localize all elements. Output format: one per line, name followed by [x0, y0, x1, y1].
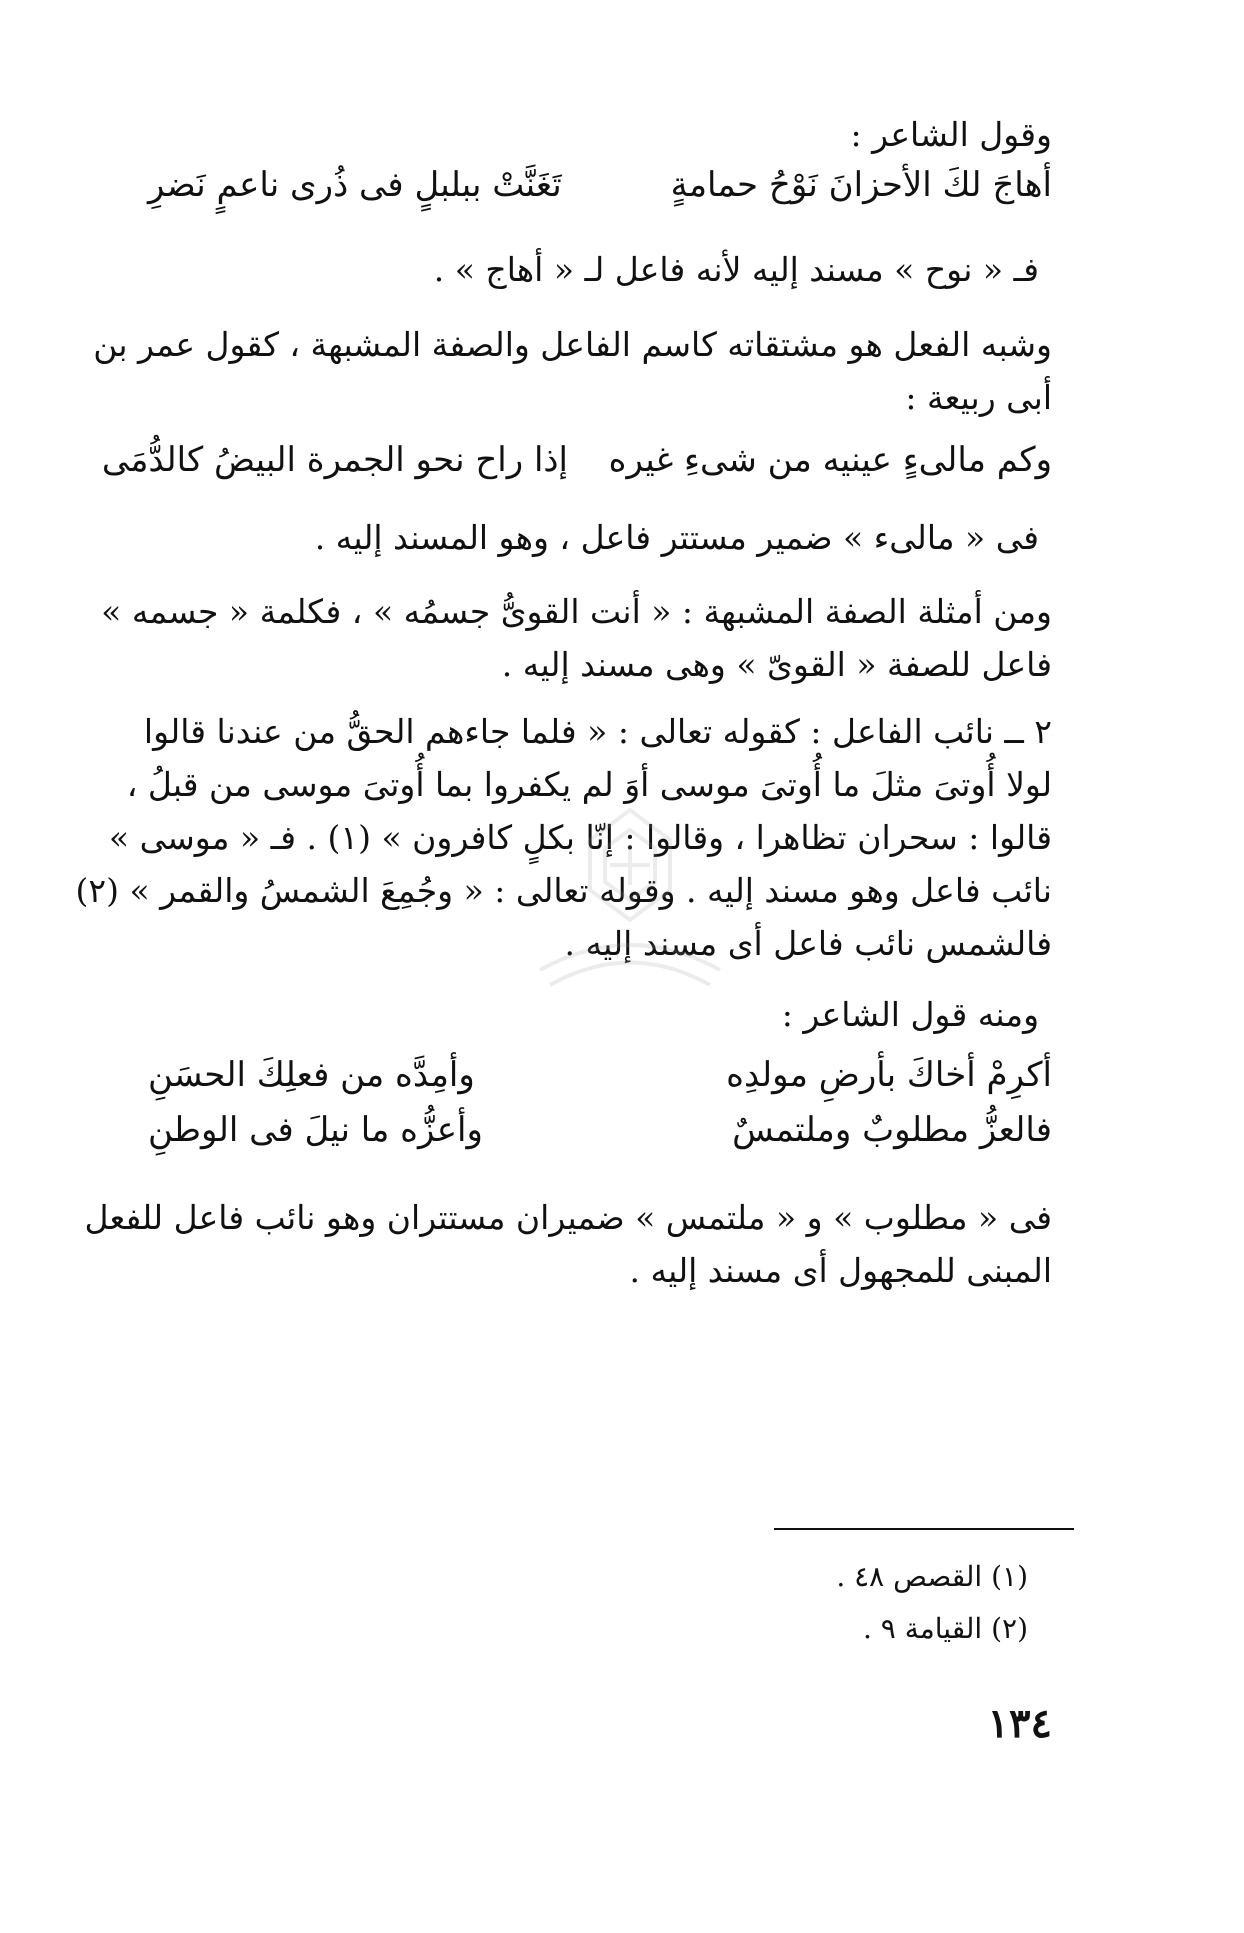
footnote-1: (١) القصص ٤٨ . [836, 1560, 1028, 1593]
verse-2-hemistich-2: إذا راح نحو الجمرة البيضُ كالدُّمَى [101, 440, 568, 480]
paragraph-line: فالشمس نائب فاعل أى مسند إليه . [564, 924, 1052, 963]
poet-intro: ومنه قول الشاعر : [781, 995, 1039, 1034]
verse-4-hemistich-1: فالعزُّ مطلوبٌ وملتمسٌ [732, 1110, 1052, 1150]
verse-2-hemistich-1: وكم مالىءٍ عينيه من شىءِ غيره [608, 440, 1052, 480]
paragraph-line: نائب فاعل وهو مسند إليه . وقوله تعالى : « وجُمِعَ الشمسُ والقمر » (٢) [75, 871, 1052, 910]
page-number: ١٣٤ [987, 1700, 1052, 1747]
verse-3-hemistich-1: أكرِمْ أخاكَ بأرضِ مولدِه [726, 1055, 1052, 1095]
paragraph-line: ٢ ــ نائب الفاعل : كقوله تعالى : « فلما جاءهم الحقُّ من عندنا قالوا [143, 712, 1052, 751]
paragraph-line: المبنى للمجهول أى مسند إليه . [629, 1251, 1052, 1290]
verse-1-hemistich-2: تَغَنَّتْ ببلبلٍ فى ذُرى ناعمٍ نَضرِ [148, 165, 562, 205]
paragraph-line: قالوا : سحران تظاهرا ، وقالوا : إنّا بكلٍ كافرون » (١) . فـ « موسى » [108, 818, 1052, 857]
paragraph-line: ومن أمثلة الصفة المشبهة : « أنت القوىُّ جسمُه » ، فكلمة « جسمه » [101, 592, 1052, 631]
paragraph-line: فاعل للصفة « القوىّ » وهى مسند إليه . [501, 645, 1052, 684]
footnote-2: (٢) القيامة ٩ . [862, 1612, 1028, 1645]
paragraph-line: فـ « نوح » مسند إليه لأنه فاعل لـ « أهاج » . [433, 250, 1039, 289]
verse-1-hemistich-1: أهاجَ لكَ الأحزانَ نَوْحُ حمامةٍ [670, 165, 1052, 205]
library-seal-watermark-icon [520, 800, 740, 1000]
poet-intro: وقول الشاعر : [850, 115, 1052, 154]
paragraph-line: وشبه الفعل هو مشتقاته كاسم الفاعل والصفة المشبهة ، كقول عمر بن [93, 325, 1052, 364]
paragraph-line: أبى ربيعة : [905, 378, 1052, 417]
paragraph-line: فى « مالىء » ضمير مستتر فاعل ، وهو المسند إليه . [314, 518, 1039, 557]
verse-3-hemistich-2: وأمِدَّه من فعلِكَ الحسَنِ [148, 1055, 475, 1095]
verse-4-hemistich-2: وأعزُّه ما نيلَ فى الوطنِ [148, 1110, 483, 1150]
paragraph-line: فى « مطلوب » و « ملتمس » ضميران مستتران وهو نائب فاعل للفعل [84, 1198, 1052, 1237]
footnote-divider [774, 1528, 1074, 1530]
paragraph-line: لولا أُوتىَ مثلَ ما أُوتىَ موسى أوَ لم يكفروا بما أُوتىَ موسى من قبلُ ، [126, 765, 1052, 804]
